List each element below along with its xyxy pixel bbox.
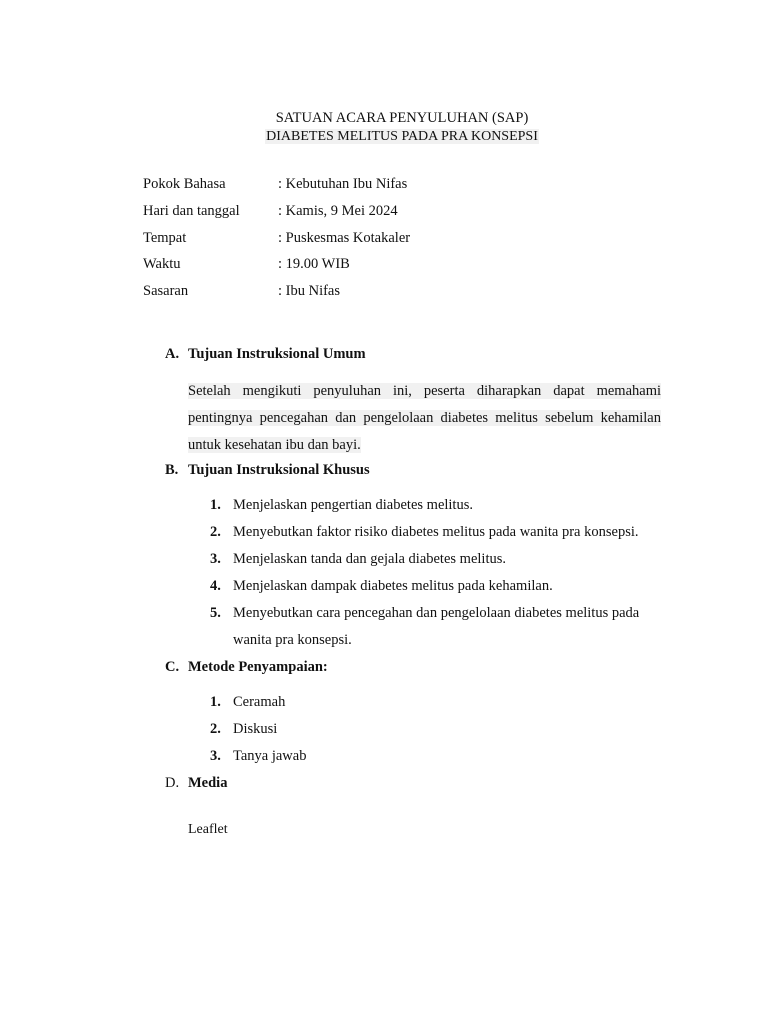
info-key: Pokok Bahasa <box>143 176 226 192</box>
section-letter: A. <box>165 346 180 362</box>
info-value: : Kamis, 9 Mei 2024 <box>278 202 398 219</box>
info-key: Waktu <box>143 256 181 273</box>
list-text: Menjelaskan dampak diabetes melitus pada kehamilan. <box>233 578 553 594</box>
list-number: 5. <box>210 605 221 621</box>
section-letter: B. <box>165 462 179 478</box>
info-row-waktu <box>143 256 410 283</box>
document-subtitle <box>0 129 768 145</box>
info-row-sasaran <box>143 283 410 310</box>
list-item <box>210 716 663 743</box>
list-number: 2. <box>210 721 221 737</box>
section-b-list <box>210 492 663 654</box>
list-number: 3. <box>210 551 221 567</box>
section-letter: D. <box>165 775 180 791</box>
info-value: : Kebutuhan Ibu Nifas <box>278 176 408 192</box>
list-item <box>210 519 663 546</box>
list-text: Menyebutkan cara pencegahan dan pengelolaan diabetes melitus pada wanita pra konsepsi. <box>233 605 640 648</box>
section-title: Metode Penyampaian: <box>188 659 328 675</box>
info-key: Hari dan tanggal <box>143 202 240 219</box>
paragraph-text: Setelah mengikuti penyuluhan ini, peserta diharapkan dapat memahami pentingnya pencegahan dan pengelolaan diabetes melitus sebelum kehamilan untuk kesehatan ibu dan bayi. <box>188 383 661 453</box>
section-d-heading <box>165 775 227 792</box>
list-number: 3. <box>210 748 221 764</box>
section-c-heading <box>165 659 328 676</box>
list-item <box>210 546 663 573</box>
section-title: Tujuan Instruksional Khusus <box>188 462 370 478</box>
section-a-heading <box>165 346 366 363</box>
list-text: Diskusi <box>233 721 278 737</box>
info-row-tempat <box>143 230 410 257</box>
list-text: Menjelaskan pengertian diabetes melitus. <box>233 497 473 513</box>
info-value: : Puskesmas Kotakaler <box>278 229 411 246</box>
list-item <box>210 689 663 716</box>
info-value: : 19.00 WIB <box>278 256 350 273</box>
section-letter: C. <box>165 659 180 675</box>
section-d-content: Leaflet <box>188 822 228 837</box>
info-row-pokok-bahasa <box>143 176 410 203</box>
list-item <box>210 743 663 770</box>
section-b-heading <box>165 462 370 479</box>
info-row-hari-tanggal <box>143 203 410 230</box>
info-table <box>143 176 410 310</box>
list-number: 4. <box>210 578 221 594</box>
list-item <box>210 492 663 519</box>
document-title: SATUAN ACARA PENYULUHAN (SAP) <box>275 110 529 126</box>
list-number: 1. <box>210 694 221 710</box>
document-subtitle-text: DIABETES MELITUS PADA PRA KONSEPSI <box>266 129 538 144</box>
list-text: Menjelaskan tanda dan gejala diabetes melitus. <box>233 551 506 567</box>
info-key: Tempat <box>143 229 187 246</box>
list-number: 1. <box>210 497 221 513</box>
section-title: Tujuan Instruksional Umum <box>188 346 366 362</box>
list-number: 2. <box>210 524 221 540</box>
list-text: Tanya jawab <box>233 748 307 764</box>
list-text: Menyebutkan faktor risiko diabetes melitus pada wanita pra konsepsi. <box>233 524 639 540</box>
info-key: Sasaran <box>143 283 189 300</box>
section-title: Media <box>188 775 228 791</box>
section-a-paragraph <box>188 378 661 459</box>
list-text: Ceramah <box>233 694 286 710</box>
list-item <box>210 600 663 654</box>
info-value: : Ibu Nifas <box>278 283 341 300</box>
list-item <box>210 573 663 600</box>
section-c-list <box>210 689 663 770</box>
